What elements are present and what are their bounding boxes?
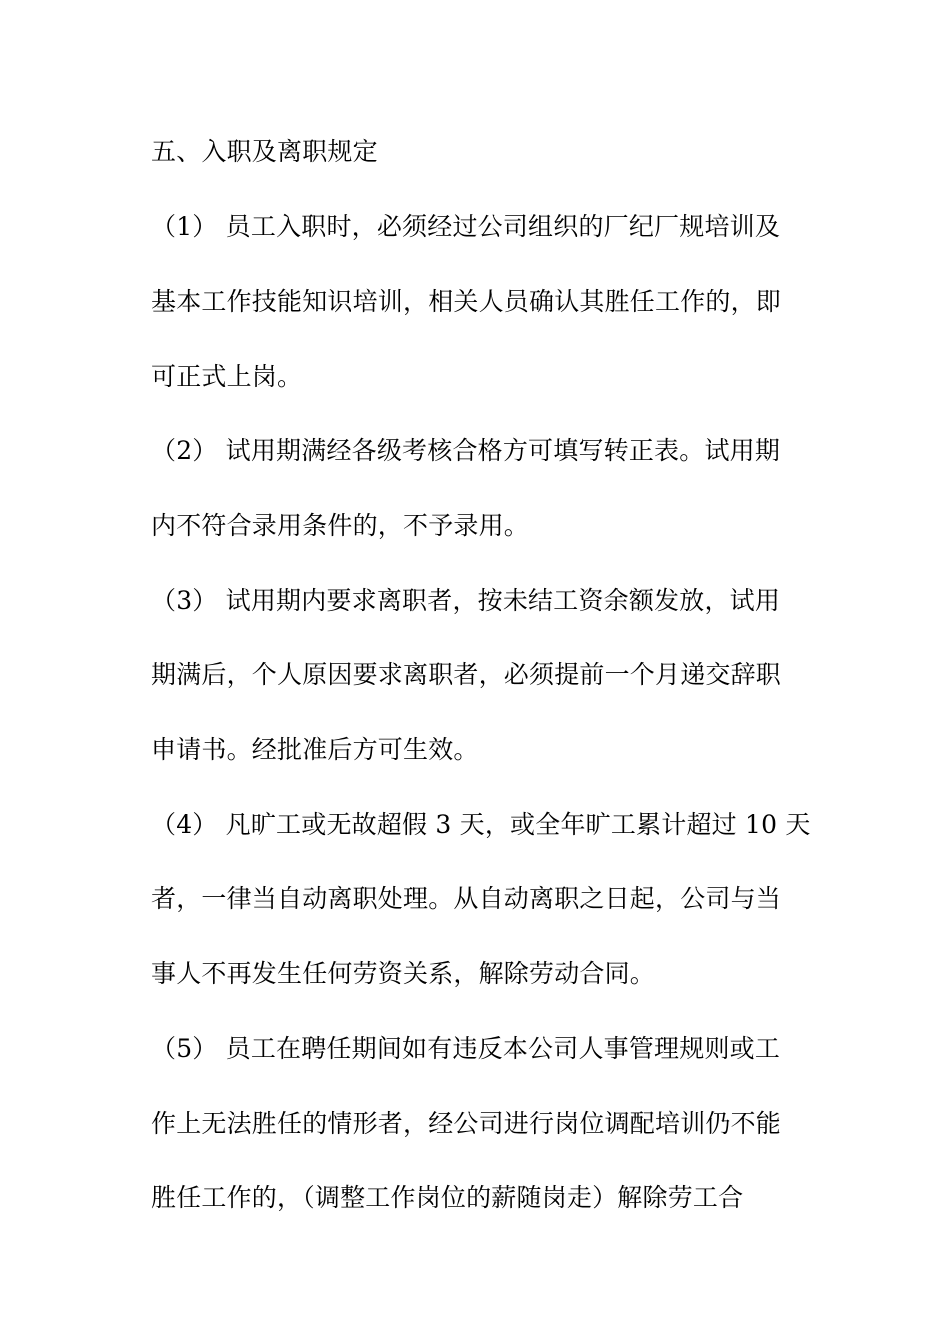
paragraph-line: （2） 试用期满经各级考核合格方可填写转正表。试用期 — [151, 436, 781, 465]
paragraph-line: 内不符合录用条件的，不予录用。 — [151, 511, 530, 540]
section-heading: 五、入职及离职规定 — [151, 137, 378, 166]
paragraph-line: （5） 员工在聘任期间如有违反本公司人事管理规则或工 — [151, 1034, 781, 1063]
paragraph-line: 期满后，个人原因要求离职者，必须提前一个月递交辞职 — [151, 660, 782, 689]
paragraph-line: 基本工作技能知识培训，相关人员确认其胜任工作的，即 — [151, 287, 782, 316]
paragraph-line: （1） 员工入职时，必须经过公司组织的厂纪厂规培训及 — [151, 212, 781, 241]
paragraph-line: 作上无法胜任的情形者，经公司进行岗位调配培训仍不能 — [151, 1109, 782, 1138]
paragraph-line: 申请书。经批准后方可生效。 — [151, 735, 479, 764]
paragraph-line: （4） 凡旷工或无故超假 3 天，或全年旷工累计超过 10 天 — [151, 810, 811, 839]
paragraph-line: 事人不再发生任何劳资关系，解除劳动合同。 — [151, 959, 656, 988]
paragraph-line: 者，一律当自动离职处理。从自动离职之日起，公司与当 — [151, 884, 782, 913]
paragraph-line: （3） 试用期内要求离职者，按未结工资余额发放，试用 — [151, 586, 781, 615]
paragraph-line: 胜任工作的，（调整工作岗位的薪随岗走）解除劳工合 — [151, 1183, 744, 1212]
paragraph-line: 可正式上岗。 — [151, 362, 303, 391]
